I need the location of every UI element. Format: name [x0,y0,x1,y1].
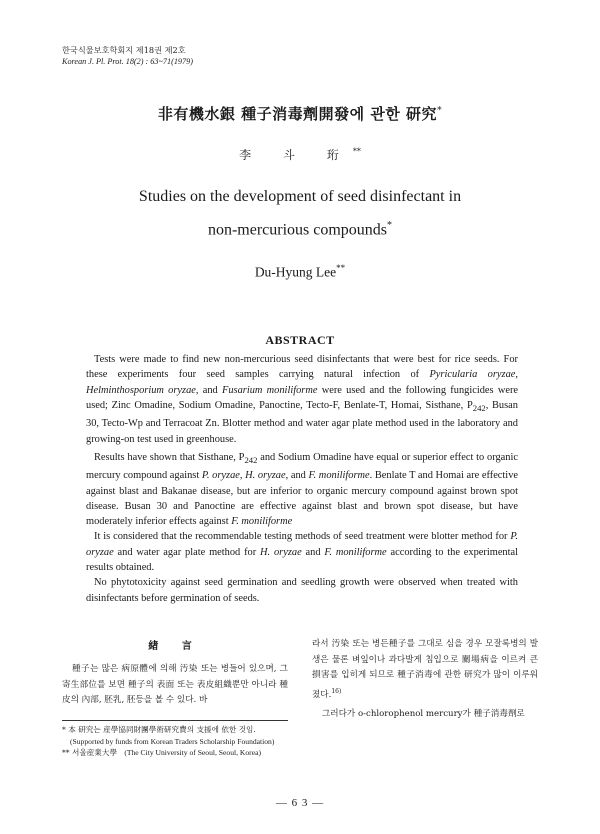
footnote-text-ko: 서울産業大學 [72,748,118,757]
author-english [0,263,600,281]
abstract-text: Tests were made to find new non-mercurious seed disinfectants that were best for rice seeds. For these experiments four seed samples carrying natural infection of [86,354,518,381]
reference-mark: 16) [331,687,342,695]
introduction-text: 種子는 많은 病原體에 의해 汚染 또는 병들어 있으며, 그 寄生部位를 보면 種子의 表面 또는 表皮組織뿐만 아니라 種皮의 內部, 胚乳, 胚등을 볼 수 있다. 바 [62,664,288,706]
species-name: P. oryzae [201,470,240,482]
body-text: 그러다가 o-chlorophenol mercury가 種子消毒劑로 [322,709,525,720]
journal-citation [62,44,193,68]
abstract-text: according to the experimental results obtained. [86,546,519,574]
body-text [312,637,538,703]
abstract-text: Results have shown that Sisthane, P [94,451,245,463]
title-english-footnote-mark: * [387,220,393,231]
abstract-text: and [301,546,325,558]
subscript: 242 [244,454,258,465]
abstract-heading: ABSTRACT [265,333,335,347]
species-name: F. moniliforme [308,470,370,482]
species-name: F. moniliforme [324,546,387,558]
title-english [0,182,600,244]
abstract-text: were used and the following fungicides were used; Zinc Omadine, Sodium Omadine, Panoctine, Tecto-F, Benlate-T, Homai, Sisthane, P [86,384,519,411]
abstract-paragraph [86,529,518,575]
footnotes [62,724,362,759]
author-korean [0,146,600,163]
right-column [312,637,538,723]
abstract-body [86,352,518,606]
footnote-text-ko: 本 研究는 産學協同財團學術研究費의 支援에 依한 것임. [68,725,256,734]
abstract-paragraph: No phytotoxicity against seed germination and seedling growth were observed when treated with disinfectants before germination of seeds. [86,577,518,604]
abstract-text: and water agar plate method for [113,546,261,558]
abstract-text: , and [285,470,309,482]
journal-name-en: Korean J. Pl. Prot. 18(2) : 63~71(1979) [62,57,193,66]
author-korean-footnote-mark: ** [352,147,361,156]
abstract-text: . Benlate T and Homai are effective against blast and Bakanae disease, but are inferior to organic mercury compound against brown spot disease. Busan 30 and Panoctine are effective against blast and brown spot disease, but have moderately inferior effects against [86,470,518,528]
journal-name-ko: 한국식물보호학회지 제18권 제2호 [62,45,186,55]
subscript: 242 [472,402,486,413]
abstract-text: and Sodium Omadine have equal or superior effect to organic mercury compound against [86,451,518,482]
title-korean [0,103,600,124]
species-name: Helminthosporium oryzae [86,384,196,396]
footnote-text-en: (The City University of Seoul, Seoul, Korea) [124,748,261,757]
author-english-name: Du-Hyung Lee [254,264,337,280]
author-korean-name: 李 斗 珩 [239,148,353,162]
abstract-text: , Busan 30, Tecto-Wp and Terracoat Zn. Blotter method and water agar plate method used in the laboratory and growing-on test used in greenhouse. [86,399,518,445]
left-column [62,637,288,709]
abstract-text: It is considered that the recommendable testing methods of seed treatment were blotter method for [94,531,511,543]
footnote-mark: * [62,725,66,734]
species-name: H. oryzae [260,546,302,558]
abstract-text: , [239,470,246,482]
author-english-footnote-mark: ** [336,263,346,273]
title-english-line1: Studies on the development of seed disinfectant in [138,188,462,205]
footnote-1-english: (Supported by funds from Korean Traders Scholarship Foundation) [70,736,275,746]
footnote-mark: ** [62,748,70,757]
species-name: Pyricularia oryzae [429,369,516,381]
title-korean-footnote-mark: * [437,106,443,116]
species-name: H. oryzae [245,470,286,482]
title-english-line2: non-mercurious compounds [207,221,388,239]
introduction-heading: 緖 言 [148,641,202,652]
abstract-text: , and [195,384,222,396]
abstract-text: , [515,369,518,381]
species-name: F. moniliforme [231,516,293,528]
footnote-1 [62,724,362,736]
footnote-2 [62,747,362,759]
species-name: P. oryzae [86,531,518,558]
page-number: — 6 3 — [275,797,325,809]
title-korean-text: 非有機水銀 種子消毒劑開發에 관한 研究 [157,105,438,123]
abstract-paragraph [86,352,518,447]
footnote-divider [62,720,288,721]
body-text-span: 라서 汚染 또는 병든種子를 그대로 심을 경우 모잘록병의 발생은 물론 벼잎이나 과다발게 침입으로 關場病을 이르켜 큰 損害를 입히게 되므로 種子消毒에 관한 研究가 많이 이루워졌다. [312,639,538,700]
species-name: Fusarium moniliforme [222,384,318,396]
abstract-paragraph [86,450,518,530]
